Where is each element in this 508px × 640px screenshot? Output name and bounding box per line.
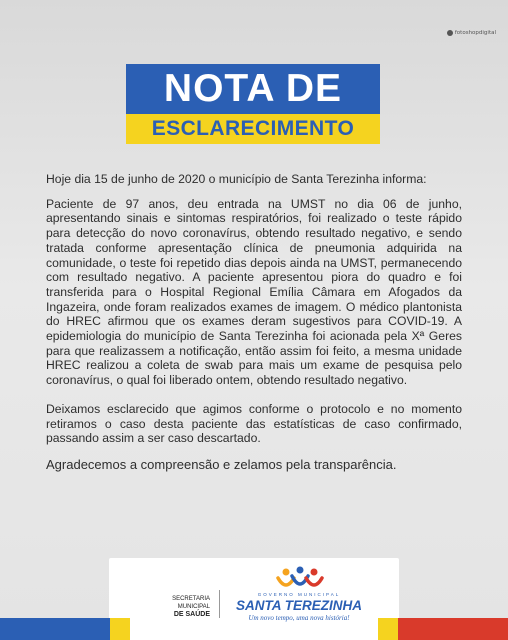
stripe-red-right <box>398 618 508 640</box>
stripe-blue-left <box>0 618 110 640</box>
secretaria-line1: SECRETARIA MUNICIPAL <box>172 596 210 610</box>
subtitle-banner: ESCLARECIMENTO <box>126 114 380 144</box>
gov-subtitle: GOVERNO MUNICIPAL <box>257 592 341 597</box>
credit-text: fotoshopdigital <box>454 30 496 36</box>
final-paragraph: Deixamos esclarecido que agimos conforme o protocolo e no momento retiramos o caso desta paciente das estatísticas de caso confirmado, passando assim a ser caso descartado. <box>46 401 462 446</box>
title-banner: NOTA DE <box>126 64 380 114</box>
note-body <box>46 172 462 473</box>
stripe-yellow-left <box>110 618 130 640</box>
gov-people-icon <box>272 566 328 592</box>
gov-slogan: Um novo tempo, uma nova história! <box>248 614 350 622</box>
credit-watermark <box>447 30 496 36</box>
footer-divider <box>219 590 220 618</box>
gov-name: SANTA TEREZINHA <box>236 598 362 613</box>
secretaria-line2: DE SAÚDE <box>173 611 210 618</box>
main-paragraph: Paciente de 97 anos, deu entrada na UMST no dia 06 de junho, apresentando sinais e sintomas respiratórios, foi realizado o teste rápido para detecção do novo coronavírus, obtendo resultado negativo, e sendo tratada conforme apresentação clínica de pneumonia adquirida na comunidade, o teste foi repetido dias depois ainda na UMST, permanecendo com resultado negativo. A paciente apresentou piora do quadro e foi transferida para o Hospital Regional Emília Câmara em Afogados da Ingazeira, onde foram realizados exames de imagem. O médico plantonista do HREC afirmou que os exames deram sugestivos para COVID-19. A epidemiologia do município de Santa Terezinha foi acionada pela Xª Geres para que realizassem a notificação, então assim foi feito, a mesma unidade HREC realizou a coleta de swab para mais um exame de pesquisa pelo coronavírus, o qual foi liberado ontem, obtendo resultado negativo. <box>46 196 462 388</box>
credit-logo-icon <box>447 30 453 36</box>
stripe-yellow-right <box>378 618 398 640</box>
secretaria-logo <box>140 596 210 619</box>
intro-paragraph: Hoje dia 15 de junho de 2020 o município de Santa Terezinha informa: <box>46 172 427 186</box>
thanks-paragraph: Agradecemos a compreensão e zelamos pela transparência. <box>46 456 397 472</box>
